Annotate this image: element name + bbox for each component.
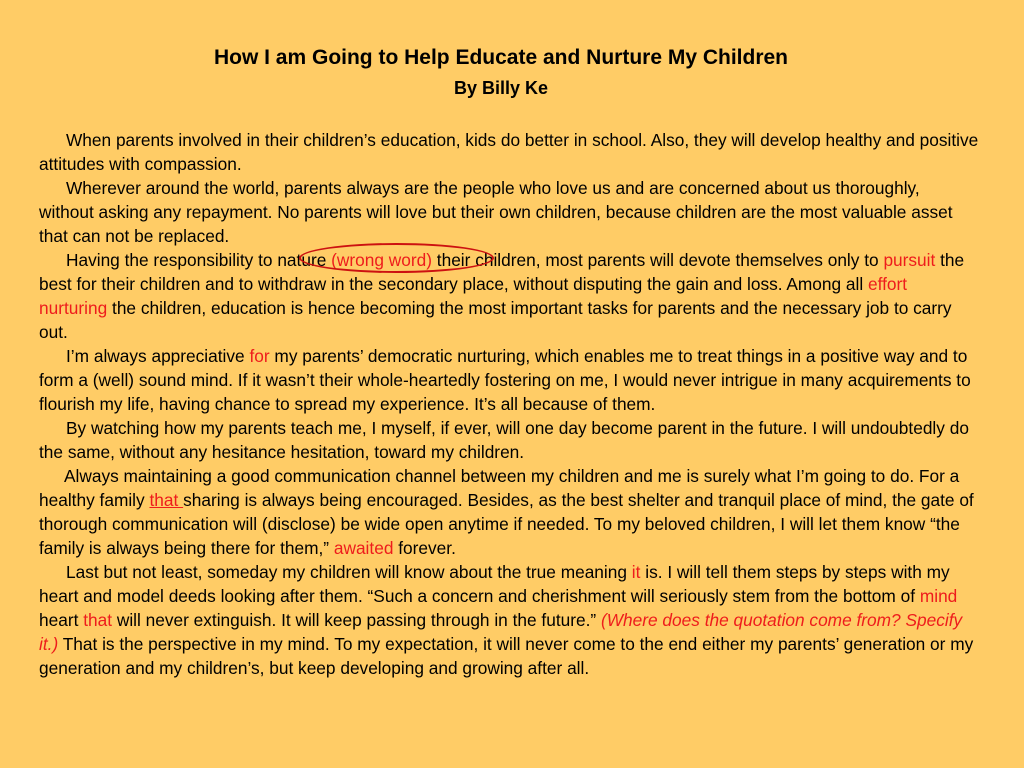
correction-word: mind <box>919 586 958 606</box>
essay-body <box>39 128 979 680</box>
text-run: Always maintaining a good communication channel between my children and me is surely what I’m going to do. For a healthy family <box>39 466 960 510</box>
text-run: When parents involved in their children’s education, kids do better in school. Also, they will develop healthy and positive attitudes with compassion. <box>39 130 979 174</box>
correction-word: effort nurturing <box>39 274 908 318</box>
text-run: Last but not least, someday my children will know about the true meaning <box>66 562 632 582</box>
essay-paragraph-7 <box>39 560 979 680</box>
text-run: forever. <box>393 538 456 558</box>
text-run: is. I will tell them steps by steps with my heart and model deeds looking after them. “Such a concern and cherishment will seriously stem from the bottom of <box>39 562 950 606</box>
essay-paragraph-6 <box>39 464 979 560</box>
text-run: Having the responsibility to nature <box>66 250 332 270</box>
essay-paragraph-2 <box>39 176 979 248</box>
correction-word: for <box>249 346 270 366</box>
text-run: sharing is always being encouraged. Besides, as the best shelter and tranquil place of mind, the gate of thorough communication will (disclose) be wide open anytime if needed. To my beloved children, I will let them know “the family is always being there for them,” <box>39 490 974 558</box>
text-run: heart <box>39 610 84 630</box>
essay-byline: By Billy Ke <box>453 78 549 98</box>
essay-paragraph-1 <box>39 128 979 176</box>
correction-word: it <box>631 562 641 582</box>
correction-note: (wrong word) <box>331 250 432 270</box>
text-run: my parents’ democratic nurturing, which enables me to treat things in a positive way and to form a (well) sound mind. If it wasn’t their whole-heartedly fostering on me, I would never intrigue in many acquirements to flourish my life, having chance to spread my experience. It’s all because of them. <box>39 346 971 414</box>
essay-paragraph-3 <box>39 248 979 344</box>
essay-title: How I am Going to Help Educate and Nurture My Children <box>213 46 789 69</box>
correction-word: pursuit <box>883 250 936 270</box>
text-run: I’m always appreciative <box>66 346 250 366</box>
text-run: will never extinguish. It will keep passing through in the future.” <box>112 610 601 630</box>
essay-paragraph-5 <box>39 416 979 464</box>
text-run: the best for their children and to withdraw in the secondary place, without disputing the gain and loss. Among all <box>39 250 965 294</box>
correction-comment: (Where does the quotation come from? Specify it.) <box>39 610 963 654</box>
text-run: their children, most parents will devote themselves only to <box>431 250 884 270</box>
essay-paragraph-4 <box>39 344 979 416</box>
text-run: By watching how my parents teach me, I myself, if ever, will one day become parent in the future. I will undoubtedly do the same, without any hesitance hesitation, toward my children. <box>39 418 969 462</box>
correction-word: that <box>83 610 113 630</box>
text-run: Wherever around the world, parents always are the people who love us and are concerned about us thoroughly, without asking any repayment. No parents will love but their own children, because children are the most valuable asset that can not be replaced. <box>39 178 953 246</box>
correction-word: awaited <box>333 538 394 558</box>
correction-word: that <box>149 490 184 510</box>
text-run: the children, education is hence becoming the most important tasks for parents and the necessary job to carry out. <box>39 298 952 342</box>
text-run: That is the perspective in my mind. To my expectation, it will never come to the end either my parents’ generation or my generation and my children’s, but keep developing and growing after all. <box>39 634 974 678</box>
